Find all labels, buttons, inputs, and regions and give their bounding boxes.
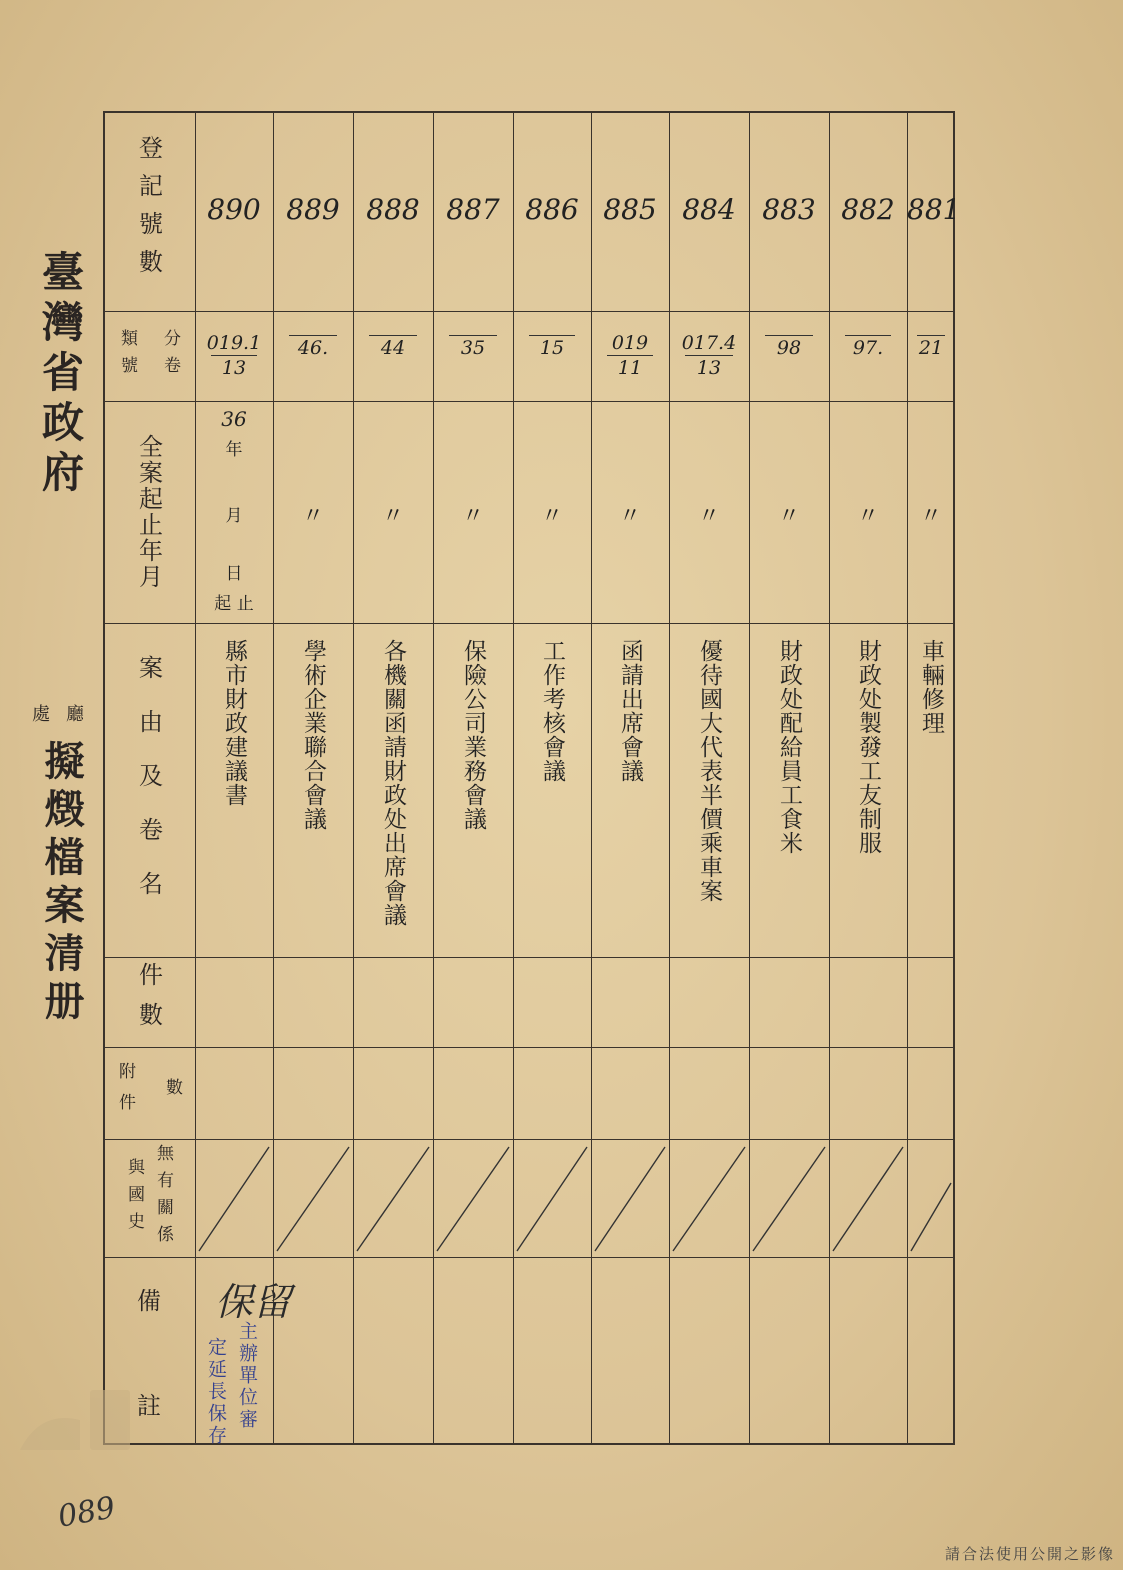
- header-subject: 案由及卷名: [134, 655, 163, 925]
- government-title: 臺灣省政府: [36, 250, 85, 500]
- header-class: 類號 分卷: [117, 329, 180, 383]
- header-reg-no: 登記號數: [134, 135, 163, 287]
- remark-handwritten: 保留: [215, 1280, 292, 1324]
- header-attachments: 附件 數: [115, 1062, 182, 1124]
- header-remarks: 備 註: [137, 1287, 161, 1420]
- table-row: 887 35 〃 保險公司業務會議: [446, 193, 500, 831]
- table-row: 883 98 〃 財政处配給員工食米: [762, 193, 816, 855]
- table-row: 884 017.4 13 〃 優待國大代表半價乘車案: [681, 193, 737, 903]
- dept-label-chu: 處: [32, 704, 50, 725]
- header-count: 件數: [134, 962, 163, 1042]
- watermark-text: 請合法使用公開之影像: [944, 1545, 1115, 1563]
- table-row: 889 46. 〃 學術企業聯合會議: [286, 193, 340, 831]
- archive-table: [103, 111, 961, 1447]
- table-row: 885 019 11 〃 函請出席會議: [603, 193, 657, 783]
- archive-logo-icon: [0, 1380, 150, 1470]
- table-row: 881 21 〃 車輛修理: [907, 193, 961, 735]
- diagonal-marks: [195, 1143, 955, 1255]
- approval-stamp: 主辦單位審 定延長保存: [205, 1321, 258, 1447]
- header-national-history: 無有關係 與國史: [124, 1144, 173, 1252]
- table-row: 888 44 〃 各機關函請財政处出席會議: [366, 193, 420, 927]
- table-row: 886 15 〃 工作考核會議: [525, 193, 579, 783]
- dept-label-ting: 廳: [66, 704, 84, 725]
- table-row: 882 97. 〃 財政处製發工友制服: [841, 193, 895, 855]
- page-number: 089: [55, 1490, 118, 1535]
- table-row: 890 019.1 13 36 年 月 日 起 止 縣市財政建議書: [206, 193, 262, 807]
- list-title: 擬燬檔案清册: [38, 740, 85, 1028]
- header-period: 全案起止年月: [134, 434, 163, 590]
